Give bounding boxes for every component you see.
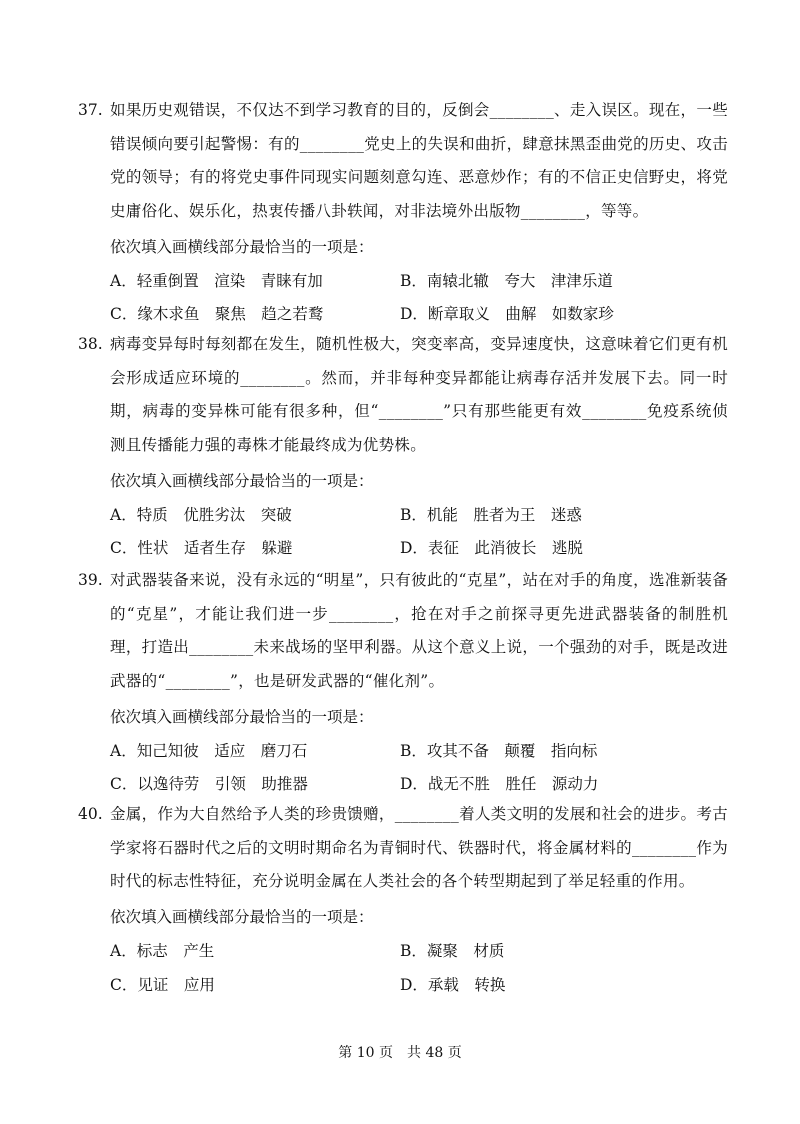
- option-d[interactable]: D．表征 此消彼长 逃脱: [400, 539, 583, 558]
- option-d[interactable]: D．战无不胜 胜任 源动力: [400, 775, 599, 794]
- question-prompt: 依次填入画横线部分最恰当的一项是：: [110, 707, 374, 726]
- question-text: 如果历史观错误，不仅达不到学习教育的目的，反倒会________、走入误区。现在，一些错误倾向要引起警惕：有的________党史上的失误和曲折，肆意抹黑歪曲党的历史、攻击党的领导；有的将党史事件同现实问题刻意勾连、恶意炒作；有的不信正史信野史，将党史庸俗化、娱乐化，热衷传播八卦轶闻，对非法境外出版物________，等等。: [110, 101, 728, 221]
- option-d[interactable]: D．断章取义 曲解 如数家珍: [400, 305, 614, 324]
- option-c[interactable]: C．性状 适者生存 躲避: [110, 539, 293, 558]
- option-b[interactable]: B．机能 胜者为王 迷惑: [400, 505, 582, 524]
- question-text: 金属，作为大自然给予人类的珍贵馈赠，________着人类文明的发展和社会的进步。考古学家将石器时代之后的文明时期命名为青铜时代、铁器时代，将金属材料的________作为时代的标志性特征，充分说明金属在人类社会的各个转型期起到了举足轻重的作用。: [110, 805, 728, 891]
- options-grid: [110, 265, 728, 332]
- options-grid: [110, 935, 728, 1002]
- question-number: 39.: [78, 571, 103, 589]
- option-c[interactable]: C．以逸待劳 引领 助推器: [110, 775, 308, 794]
- question-number: 38.: [78, 335, 103, 353]
- question-prompt: 依次填入画横线部分最恰当的一项是：: [110, 908, 374, 927]
- option-b[interactable]: B．凝聚 材质: [400, 941, 505, 960]
- option-d[interactable]: D．承载 转换: [400, 975, 506, 994]
- option-a[interactable]: A．知己知彼 适应 磨刀石: [110, 741, 308, 760]
- question-38: [78, 328, 728, 566]
- question-number: 37.: [78, 101, 103, 119]
- options-grid: [110, 499, 728, 566]
- option-a[interactable]: A．轻重倒置 渲染 青睐有加: [110, 271, 323, 290]
- question-text: 病毒变异每时每刻都在发生，随机性极大，突变率高，变异速度快，这意味着它们更有机会形成适应环境的________。然而，并非每种变异都能让病毒存活并发展下去。同一时期，病毒的变异株可能有很多种，但“________”只有那些能更有效________免疫系统侦测且传播能力强的毒株才能最终成为优势株。: [110, 335, 728, 455]
- page-footer: 第 10 页 共 48 页: [338, 1045, 462, 1061]
- question-39: [78, 564, 728, 802]
- option-a[interactable]: A．特质 优胜劣汰 突破: [110, 505, 292, 524]
- question-prompt: 依次填入画横线部分最恰当的一项是：: [110, 471, 374, 490]
- question-37: [78, 94, 728, 332]
- option-c[interactable]: C．缘木求鱼 聚焦 趋之若鹜: [110, 305, 324, 324]
- option-b[interactable]: B．南辕北辙 夸大 津津乐道: [400, 271, 613, 290]
- option-a[interactable]: A．标志 产生: [110, 941, 215, 960]
- options-grid: [110, 735, 728, 802]
- question-40: [78, 798, 728, 1002]
- question-number: 40.: [78, 805, 103, 823]
- option-c[interactable]: C．见证 应用: [110, 975, 215, 994]
- option-b[interactable]: B．攻其不备 颠覆 指向标: [400, 741, 598, 760]
- question-prompt: 依次填入画横线部分最恰当的一项是：: [110, 237, 374, 256]
- question-text: 对武器装备来说，没有永远的“明星”，只有彼此的“克星”，站在对手的角度，选准新装备的“克星”，才能让我们进一步________，抢在对手之前探寻更先进武器装备的制胜机理，打造出________未来战场的坚甲利器。从这个意义上说，一个强劲的对手，既是改进武器的“________”，也是研发武器的“催化剂”。: [110, 571, 728, 691]
